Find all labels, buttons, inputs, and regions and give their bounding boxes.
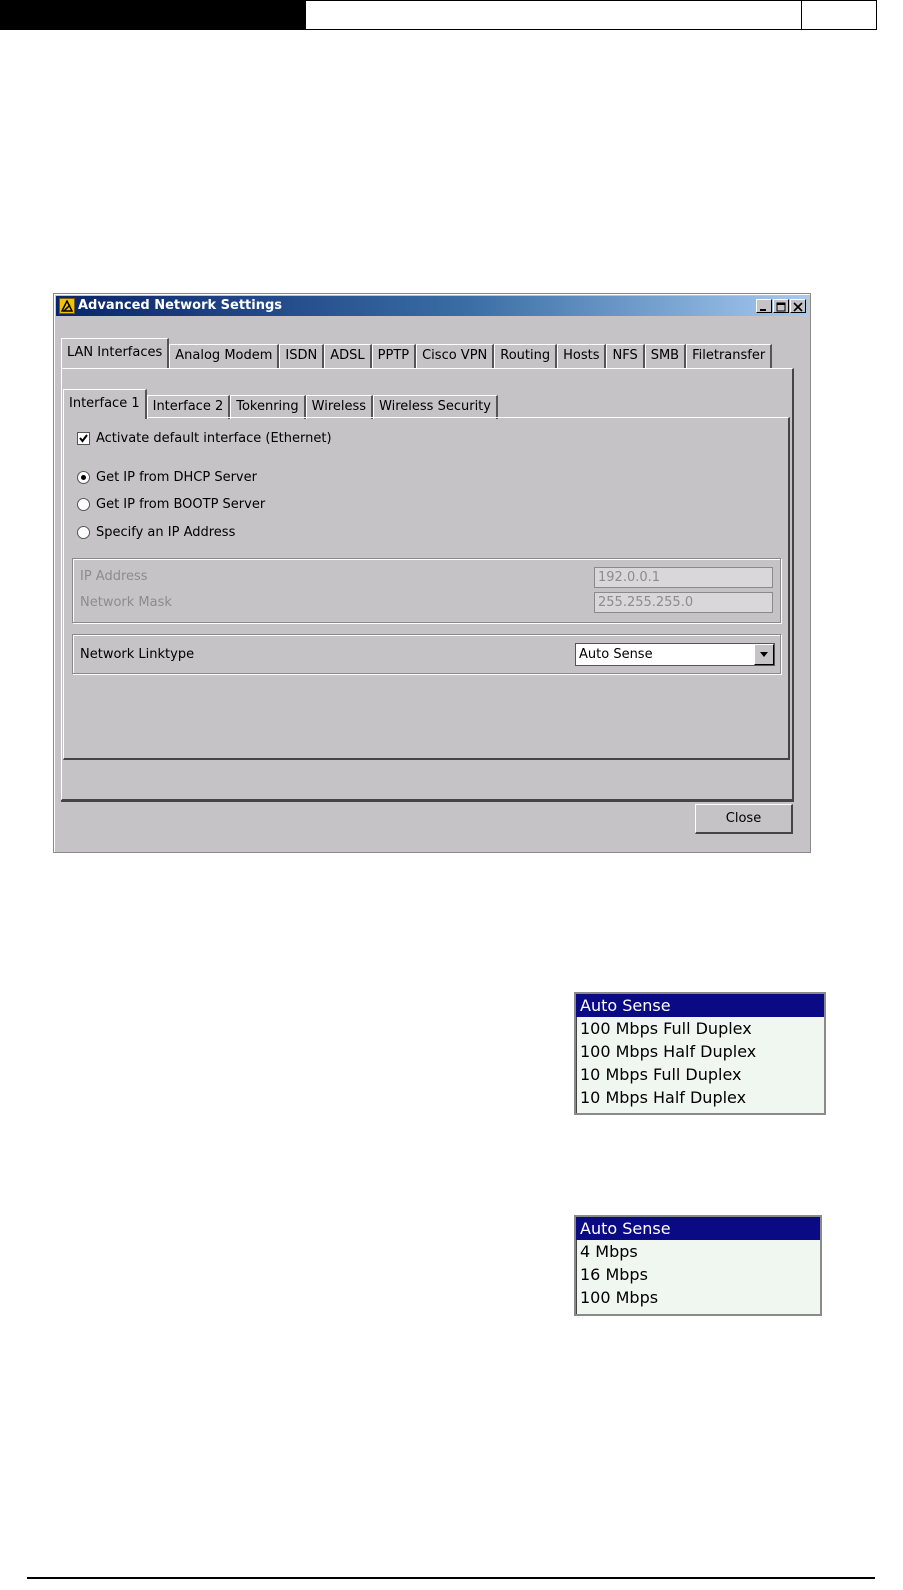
ip-settings-group [72,558,781,623]
tab-lan-interfaces[interactable]: LAN Interfaces [61,338,169,368]
interface-1-panel [63,417,790,760]
network-mask-label: Network Mask [80,595,172,610]
list-item[interactable]: 10 Mbps Full Duplex [580,1065,742,1084]
tab-analog-modem[interactable]: Analog Modem [169,344,279,368]
footer-rule [27,1577,875,1579]
list-item[interactable]: 10 Mbps Half Duplex [580,1088,747,1107]
tokenring-linktype-list [574,1215,822,1316]
list-item[interactable]: 100 Mbps [580,1288,659,1307]
tab-hosts[interactable]: Hosts [557,344,606,368]
window-title: Advanced Network Settings [78,298,283,313]
ip-address-label: IP Address [80,569,148,584]
static-ip-radio[interactable] [77,526,90,539]
outer-tab-strip [61,338,772,368]
tab-nfs[interactable]: NFS [606,344,644,368]
checkmark-icon [78,433,89,444]
dhcp-radio[interactable] [77,471,90,484]
chevron-down-icon [755,645,773,664]
tab-wireless-security[interactable]: Wireless Security [373,395,498,419]
close-button[interactable]: Close [695,804,793,834]
tab-filetransfer[interactable]: Filetransfer [686,344,772,368]
inner-tab-strip [63,389,498,419]
linktype-dropdown-button[interactable] [754,644,774,665]
activate-interface-label: Activate default interface (Ethernet) [96,431,332,446]
tab-tokenring[interactable]: Tokenring [230,395,305,419]
minimize-button[interactable] [756,299,772,313]
page-header-block [0,0,306,30]
page-header-cell [306,0,802,30]
minimize-icon [757,301,771,313]
static-ip-label: Specify an IP Address [96,525,236,540]
dhcp-label: Get IP from DHCP Server [96,470,257,485]
list-item[interactable]: Auto Sense [576,1217,820,1240]
network-linktype-select[interactable] [575,643,775,666]
linktype-group [72,634,781,674]
tab-interface-2[interactable]: Interface 2 [147,395,231,419]
ip-address-input[interactable]: 192.0.0.1 [594,567,773,588]
advanced-network-settings-window [53,293,811,853]
tab-pptp[interactable]: PPTP [372,344,416,368]
activate-interface-row[interactable] [77,431,332,446]
status-bar [61,761,794,802]
tab-wireless[interactable]: Wireless [306,395,373,419]
network-linktype-label: Network Linktype [80,647,195,662]
tab-cisco-vpn[interactable]: Cisco VPN [416,344,494,368]
maximize-button[interactable] [773,299,789,313]
list-item[interactable]: 16 Mbps [580,1265,648,1284]
ethernet-linktype-list [574,992,826,1115]
list-item[interactable]: Auto Sense [576,994,824,1017]
tab-smb[interactable]: SMB [645,344,686,368]
list-item[interactable]: 4 Mbps [580,1242,638,1261]
close-window-button[interactable] [790,299,806,313]
maximize-icon [774,301,788,313]
page-header-page-cell [801,0,877,30]
bootp-label: Get IP from BOOTP Server [96,497,266,512]
tab-isdn[interactable]: ISDN [279,344,324,368]
title-bar[interactable] [56,296,808,316]
tab-adsl[interactable]: ADSL [324,344,371,368]
list-item[interactable]: 100 Mbps Half Duplex [580,1042,757,1061]
static-ip-option-row[interactable] [77,525,235,540]
list-item[interactable]: 100 Mbps Full Duplex [580,1019,752,1038]
bootp-radio[interactable] [77,498,90,511]
app-warning-icon [59,298,75,314]
tab-interface-1[interactable]: Interface 1 [63,389,147,419]
dhcp-option-row[interactable] [77,470,257,485]
linktype-selected-value: Auto Sense [579,647,653,662]
tab-routing[interactable]: Routing [494,344,557,368]
close-icon [791,301,805,313]
bootp-option-row[interactable] [77,497,265,512]
activate-interface-checkbox[interactable] [77,432,90,445]
network-mask-input[interactable]: 255.255.255.0 [594,592,773,613]
